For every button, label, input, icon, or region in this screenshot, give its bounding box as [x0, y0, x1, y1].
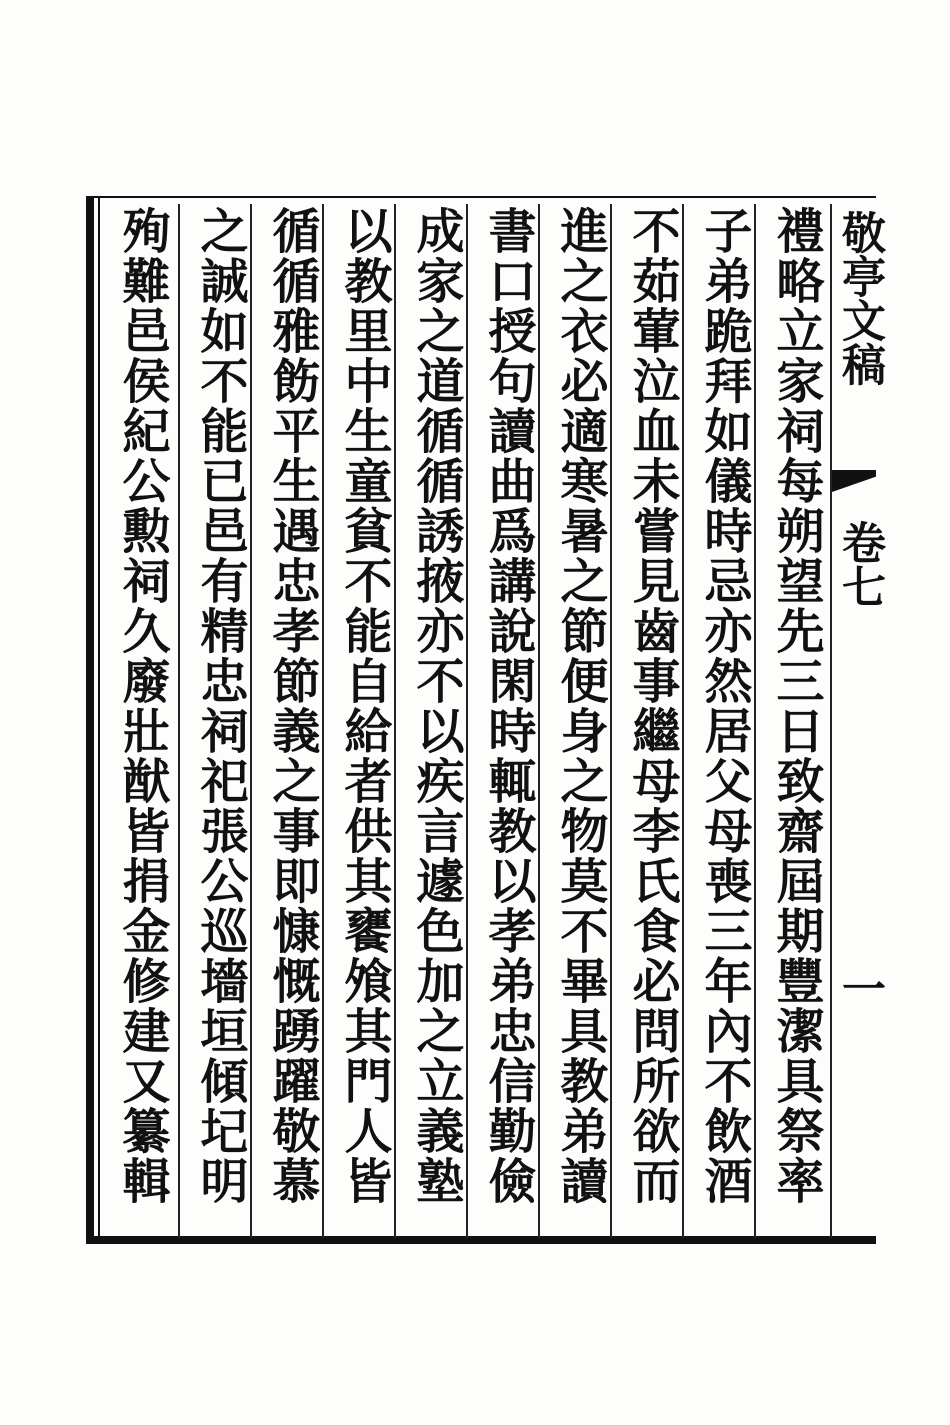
column-rule: [322, 204, 324, 1238]
column-rule: [466, 204, 468, 1238]
text-column-2: 子弟跪拜如儀時忌亦然居父母喪三年內不飲酒: [696, 206, 752, 1206]
text-column-6: 成家之道循循誘掖亦不以疾言遽色加之立義塾: [408, 206, 464, 1206]
column-rule: [178, 204, 180, 1238]
column-rule: [538, 204, 540, 1238]
text-column-5: 書口授句讀曲爲講說閑時輒教以孝弟忠信勤儉: [480, 206, 536, 1206]
column-rule: [250, 204, 252, 1238]
page-number: 一: [834, 966, 885, 1010]
book-title: 敬亭文稿: [834, 210, 885, 386]
text-column-4: 進之衣必適寒暑之節便身之物莫不畢具教弟讀: [552, 206, 608, 1206]
juan-label: 卷七: [834, 520, 885, 608]
frame-inner-rule: [98, 198, 100, 1238]
column-rule: [830, 204, 832, 1238]
text-column-8: 循循雅飭平生遇忠孝節義之事即慷慨踴躍敬慕: [264, 206, 320, 1206]
text-column-10: 殉難邑侯紀公勲祠久廢壯猷皆捐金修建又纂輯: [114, 206, 170, 1206]
text-column-1: 禮略立家祠每朔望先三日致齋屆期豐潔具祭率: [768, 206, 824, 1206]
column-rule: [682, 204, 684, 1238]
text-column-3: 不茹葷泣血未嘗見齒事繼母李氏食必問所欲而: [624, 206, 680, 1206]
column-rule: [754, 204, 756, 1238]
column-rule: [610, 204, 612, 1238]
text-column-9: 之誠如不能已邑有精忠祠祀張公巡墻垣傾圮明: [192, 206, 248, 1206]
text-column-7: 以教里中生童貧不能自給者供其饔飧其門人皆: [336, 206, 392, 1206]
column-rule: [394, 204, 396, 1238]
